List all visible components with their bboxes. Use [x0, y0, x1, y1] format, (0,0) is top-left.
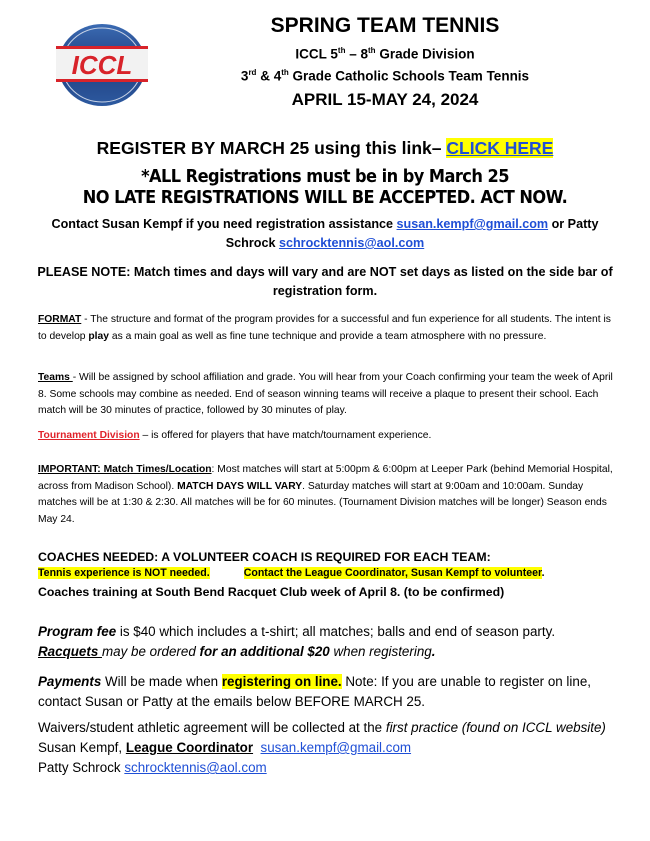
waivers-paragraph: Waivers/student athletic agreement will be collected at the first practice (found on ICCL website) Susan Kempf, League Coordinator susan.kempf@gmail.com Patty Schrock schrocktennis@aol.com: [38, 720, 606, 775]
register-line: REGISTER BY MARCH 25 using this link– CLICK HERE: [96, 138, 554, 158]
iccl-logo: [56, 22, 148, 108]
coordinator-email-link[interactable]: susan.kempf@gmail.com: [260, 740, 412, 755]
no-late-alert: NO LATE REGISTRATIONS WILL BE ACCEPTED. ACT NOW.: [82, 187, 568, 208]
division-line: ICCL 5th – 8th Grade Division: [295, 46, 475, 62]
contact-info: Contact Susan Kempf if you need registration assistance susan.kempf@gmail.com or Patty Schrock schrocktennis@aol.com: [51, 217, 599, 250]
important-paragraph: IMPORTANT: Match Times/Location: Most matches will start at 5:00pm & 6:00pm at Leeper Park (behind Memorial Hospital, across from Madison School). MATCH DAYS WILL VARY. Saturday matches will start at 9:00am and 10:00am. Sunday matches will be at 1:30 & 2:30. All matches will be for 60 minutes. (Tournament Division matches will be longer) Season ends May 24.: [38, 464, 613, 525]
please-note: PLEASE NOTE: Match times and days will vary and are NOT set days as listed on the side bar of registration form.: [37, 265, 613, 298]
coaches-heading: COACHES NEEDED: A VOLUNTEER COACH IS REQUIRED FOR EACH TEAM:: [38, 550, 491, 564]
susan-email-link[interactable]: susan.kempf@gmail.com: [396, 217, 549, 231]
deadline-alert: *ALL Registrations must be in by March 25: [141, 166, 509, 187]
page-title: SPRING TEAM TENNIS: [270, 14, 500, 37]
tournament-label: Tournament Division: [38, 430, 140, 441]
program-fee-paragraph: Program fee is $40 which includes a t-shirt; all matches; balls and end of season party. Racquets may be ordered for an additional $20 when registering.: [38, 624, 556, 659]
patty-email-link-bottom[interactable]: schrocktennis@aol.com: [124, 760, 267, 775]
teams-paragraph: Teams - Will be assigned by school affiliation and grade. You will hear from your Coach confirming your team the week of April 8. Some schools may combine as needed. End of season winning teams will receive a plaque to present their school. Each match will be 30 minutes of practice, followed by 30 minutes of play.: [38, 372, 613, 416]
coaches-training: Coaches training at South Bend Racquet Club week of April 8. (to be confirmed): [38, 585, 505, 599]
logo-text: ICCL: [71, 50, 133, 80]
payments-paragraph: Payments Will be made when registering on line. Note: If you are unable to register on line, contact Susan or Patty at the emails below BEFORE MARCH 25.: [38, 674, 592, 709]
catholic-line: 3rd & 4th Grade Catholic Schools Team Tennis: [240, 68, 530, 84]
format-paragraph: FORMAT - The structure and format of the program provides for a successful and fun experience for all students. The intent is to develop play as a main goal as well as fine tune technique and provide a team atmosphere with no pressure.: [38, 314, 611, 342]
season-dates: APRIL 15-MAY 24, 2024: [291, 90, 479, 109]
tournament-paragraph: Tournament Division – is offered for players that have match/tournament experience.: [38, 430, 432, 441]
patty-email-link[interactable]: schrocktennis@aol.com: [278, 236, 425, 250]
click-here-link[interactable]: CLICK HERE: [446, 138, 554, 158]
coaches-highlight-row: Tennis experience is NOT needed. Contact the League Coordinator, Susan Kempf to volunteer.: [38, 567, 545, 579]
